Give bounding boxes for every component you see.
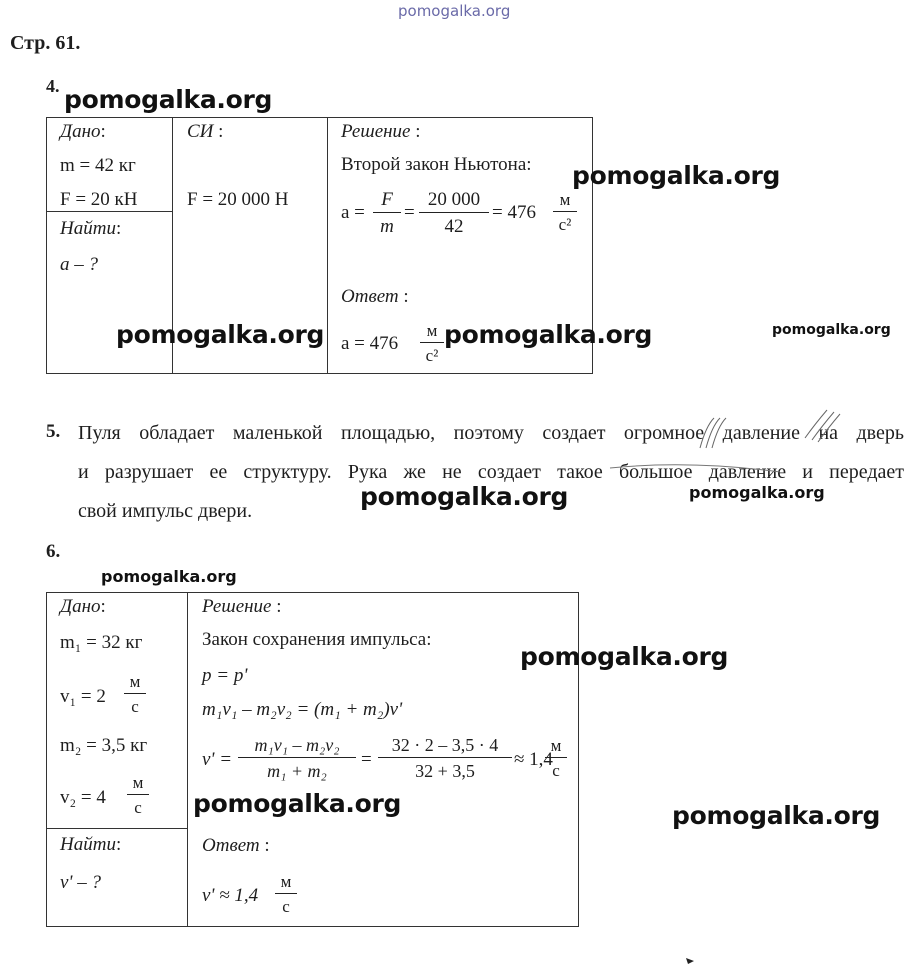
given-force: F = 20 кН: [60, 189, 138, 210]
answer6-value: v' ≈ 1,4: [202, 885, 259, 906]
v2-unit-denominator: с: [127, 794, 149, 816]
top-watermark[interactable]: pomogalka.org: [398, 2, 511, 20]
find-value: a – ?: [60, 254, 98, 275]
unit-numerator: м: [559, 190, 571, 209]
eq3-fraction1-numerator: m₁v₁ – m₂v₂: [254, 735, 340, 755]
answer-unit: [420, 322, 444, 364]
watermark[interactable]: pomogalka.org: [772, 322, 891, 338]
answer6-colon: :: [264, 835, 270, 856]
unit-denominator: с²: [553, 211, 577, 233]
formula-eq: =: [404, 202, 415, 223]
answer6-unit-numerator: м: [280, 872, 292, 891]
problem5-line: Пуля обладает маленькой площадью, поэтому создает огромное давление на дверь: [78, 422, 904, 444]
given-v2: v₂ = 4: [60, 787, 106, 808]
answer6-unit-denominator: с: [275, 893, 297, 915]
given6-colon: :: [100, 596, 106, 617]
problem5-line: свой импульс двери.: [78, 500, 253, 522]
formula-a: a =: [341, 202, 365, 223]
problem5-line: и разрушает ее структуру. Рука же не создает такое большое давление и передает: [78, 461, 904, 483]
eq3-result: ≈ 1,4: [514, 749, 553, 770]
eq3-fraction2-denominator: 32 + 3,5: [378, 757, 512, 780]
watermark[interactable]: pomogalka.org: [444, 320, 653, 349]
given-v1: v₁ = 2: [60, 686, 106, 707]
fraction-F-over-m: [373, 190, 401, 236]
answer6-unit: [275, 873, 297, 915]
watermark[interactable]: pomogalka.org: [672, 801, 881, 830]
solution6-colon: :: [276, 596, 282, 617]
given-colon: :: [100, 121, 106, 142]
si-header: СИ: [187, 121, 214, 142]
eq3-lhs: v' =: [202, 749, 233, 770]
eq1: p = p': [202, 665, 248, 686]
v2-unit-numerator: м: [132, 773, 144, 792]
fraction-values: [419, 190, 489, 236]
formula-result: = 476: [492, 202, 536, 223]
problem5-text: [78, 414, 904, 531]
fraction-F: F: [381, 189, 393, 210]
eq3-fraction-numeric: [378, 736, 512, 780]
given-mass: m = 42 кг: [60, 155, 136, 176]
watermark[interactable]: pomogalka.org: [360, 482, 569, 511]
answer-unit-denominator: с²: [420, 342, 444, 364]
watermark[interactable]: pomogalka.org: [193, 789, 402, 818]
fraction-den-value: 42: [419, 212, 489, 236]
eq3-unit-numerator: м: [550, 736, 562, 755]
find6-value: v' – ?: [60, 872, 101, 893]
given-m2: m₂ = 3,5 кг: [60, 735, 148, 756]
find6-header: Найти: [60, 834, 116, 855]
watermark[interactable]: pomogalka.org: [689, 483, 825, 502]
eq3-fraction-symbolic: [238, 736, 356, 780]
answer-header: Ответ: [341, 286, 399, 307]
law6-text: Закон сохранения импульса:: [202, 629, 432, 650]
given-header: Дано: [60, 121, 101, 142]
watermark[interactable]: pomogalka.org: [572, 161, 781, 190]
solution6-header: Решение: [202, 596, 272, 617]
answer-colon: :: [403, 286, 409, 307]
given-m1: m₁ = 32 кг: [60, 632, 143, 653]
given6-header: Дано: [60, 596, 101, 617]
v1-unit-numerator: м: [129, 672, 141, 691]
fraction-num-value: 20 000: [427, 189, 481, 210]
answer6-header: Ответ: [202, 835, 260, 856]
eq3-unit: [545, 737, 567, 779]
solution-colon: :: [415, 121, 421, 142]
given-v1-unit: [124, 673, 146, 715]
eq3-unit-denominator: с: [545, 757, 567, 779]
law-text: Второй закон Ньютона:: [341, 154, 532, 175]
eq3-fraction1-denominator: m₁ + m₂: [238, 757, 356, 780]
eq2: m₁v₁ – m₂v₂ = (m₁ + m₂)v': [202, 699, 403, 720]
v1-unit-denominator: с: [124, 693, 146, 715]
find6-colon: :: [115, 834, 122, 855]
answer-value: a = 476: [341, 333, 399, 354]
fraction-m: m: [373, 212, 401, 236]
si-colon: :: [218, 121, 224, 142]
eq3-fraction2-numerator: 32 · 2 – 3,5 · 4: [391, 735, 499, 755]
answer-unit-numerator: м: [426, 321, 438, 340]
watermark[interactable]: pomogalka.org: [64, 85, 273, 114]
eq3-eq: =: [361, 749, 372, 770]
given-v2-unit: [127, 774, 149, 816]
problem6-number: 6.: [46, 541, 61, 562]
unit-m-per-s2: [553, 191, 577, 233]
find-header: Найти: [60, 218, 116, 239]
solution-header: Решение: [341, 121, 411, 142]
watermark[interactable]: pomogalka.org: [101, 567, 237, 586]
watermark[interactable]: pomogalka.org: [116, 320, 325, 349]
find-colon: :: [115, 218, 122, 239]
watermark[interactable]: pomogalka.org: [520, 642, 729, 671]
si-force: F = 20 000 Н: [187, 189, 289, 210]
problem4-number: 4.: [46, 76, 60, 96]
problem5-number: 5.: [46, 421, 61, 442]
page-label: Стр. 61.: [10, 32, 81, 54]
